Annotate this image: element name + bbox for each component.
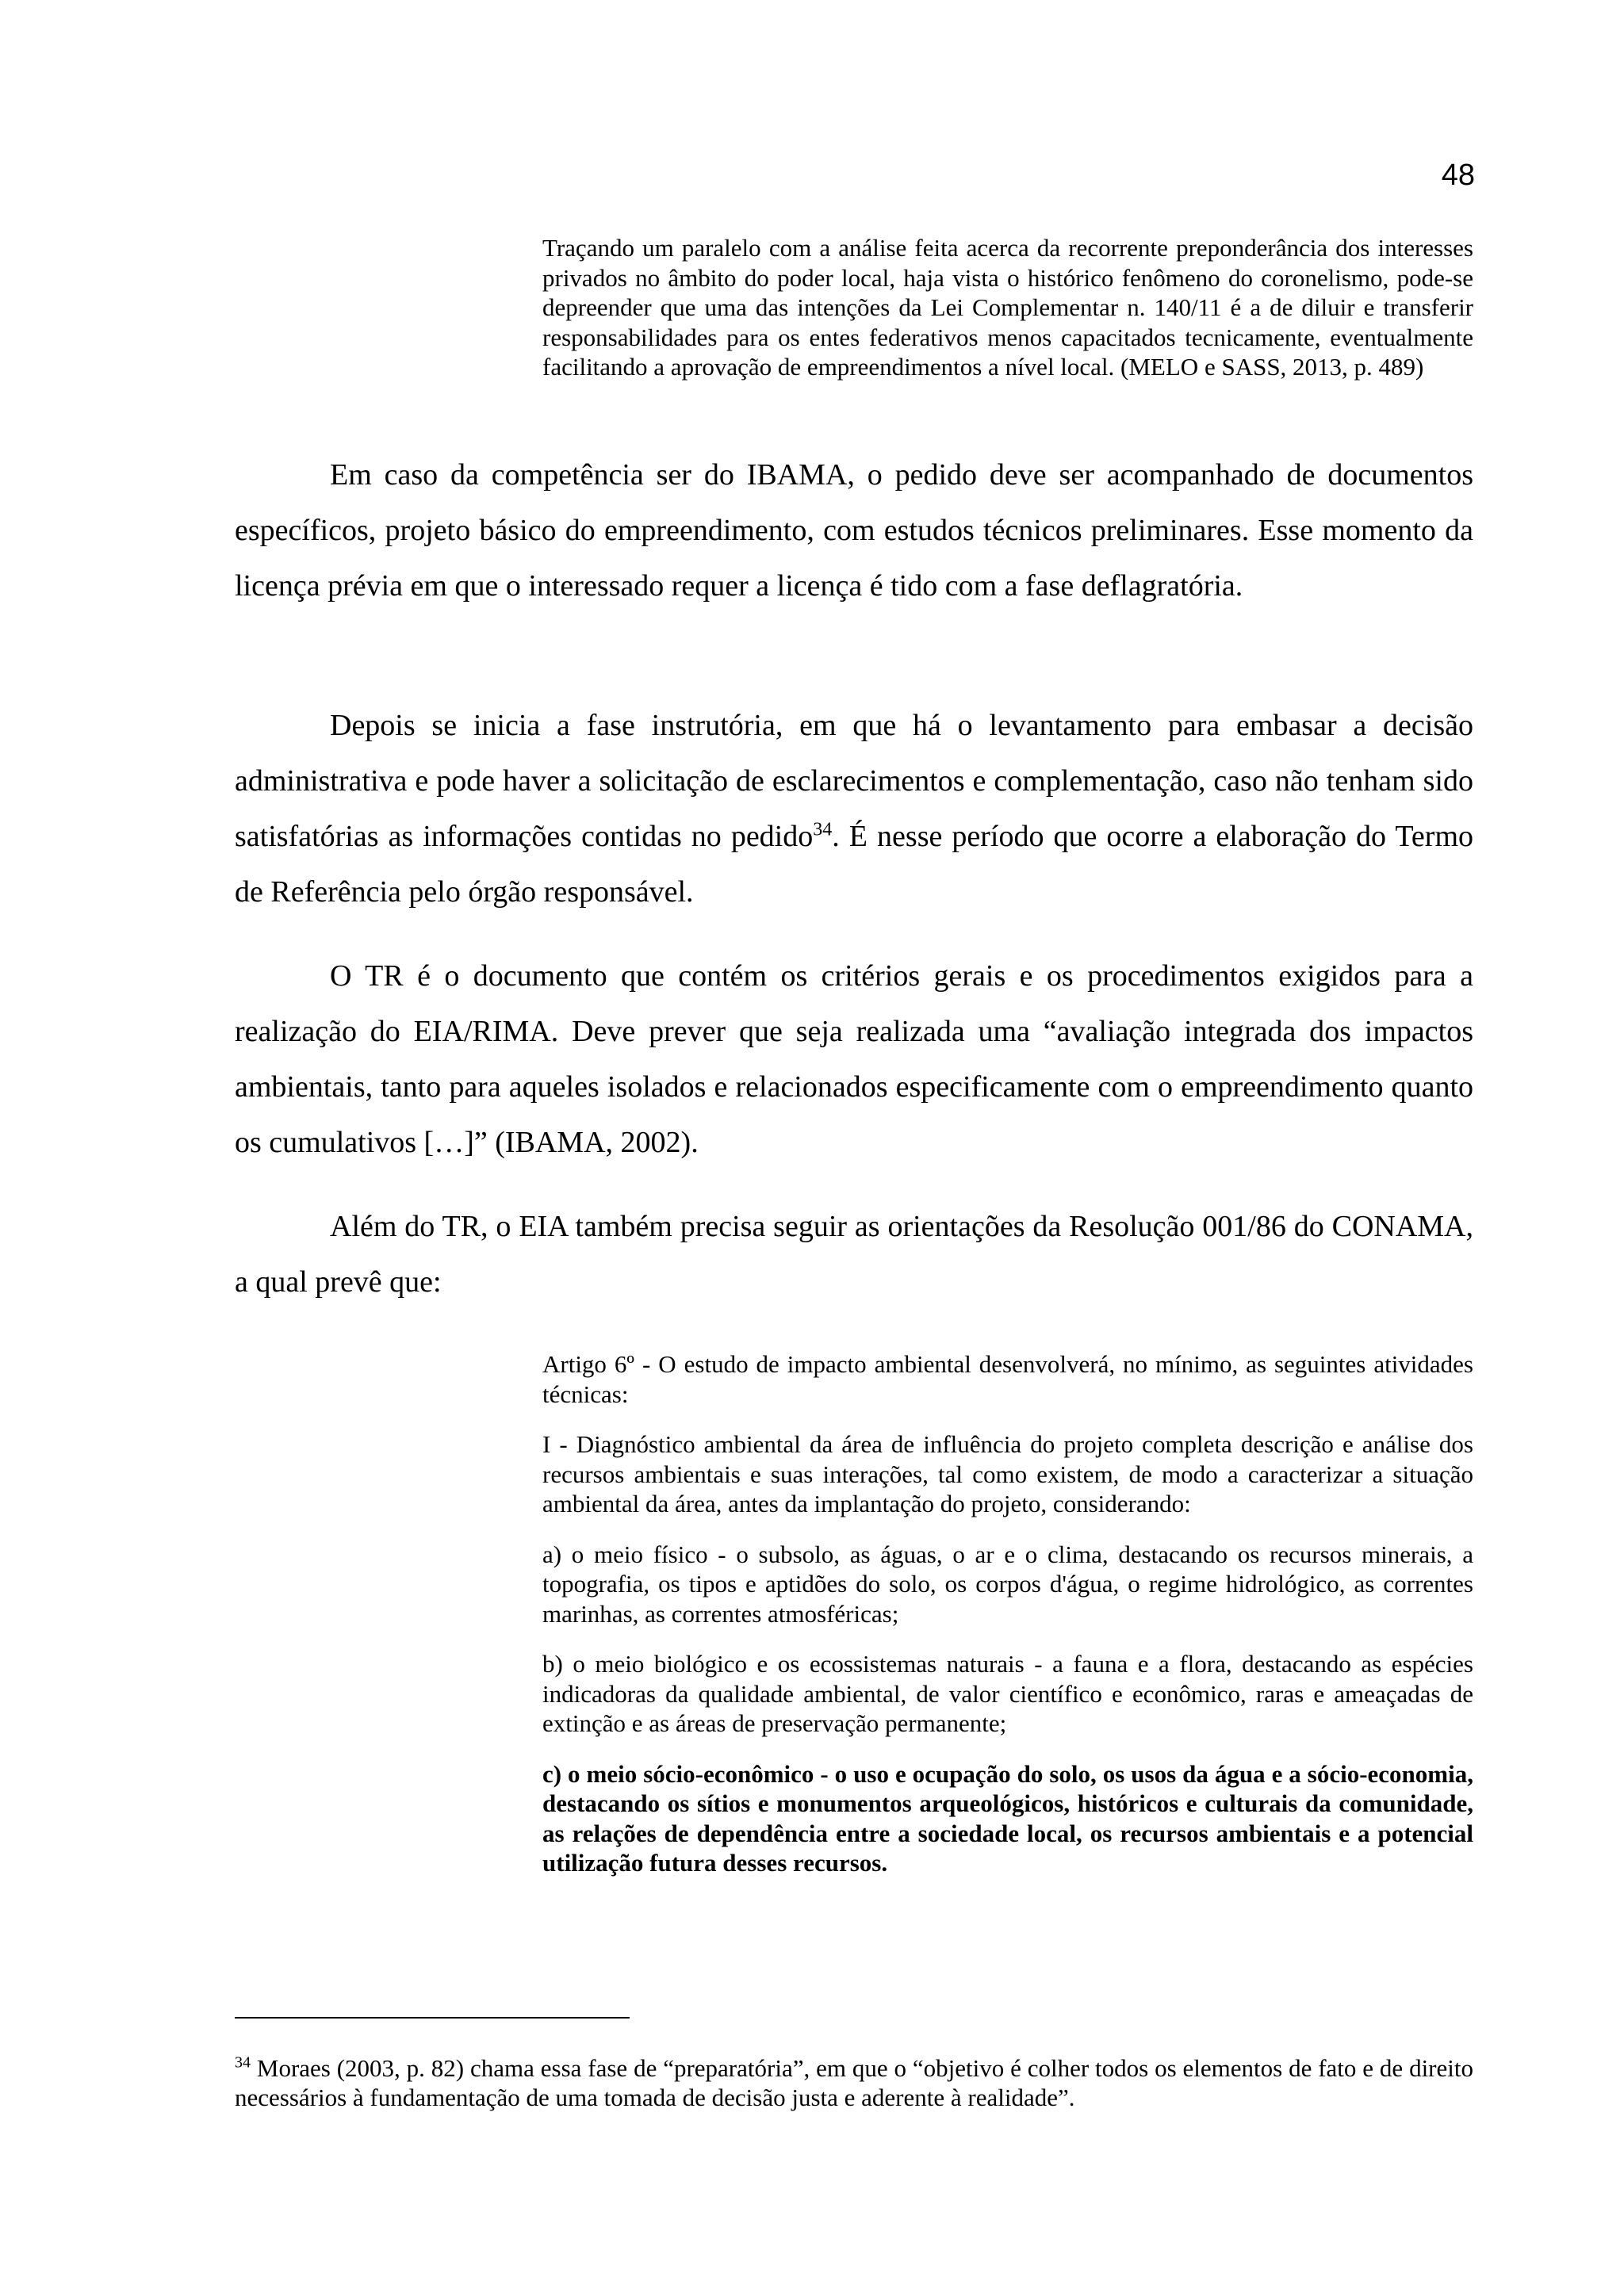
block-quote-conama-artigo-6: [542, 1349, 1473, 1899]
block-quote-text: Traçando um paralelo com a análise feita acerca da recorrente preponderância dos interesses privados no âmbito do poder local, haja vista o histórico fenômeno do coronelismo, pode-se depreender que uma das intenções da Lei Complementar n. 140/11 é a de diluir e transferir responsabilidades para os entes federativos menos capacitados tecnicamente, eventualmente facilitando a aprovação de empreendimentos a nível local. (MELO e SASS, 2013, p. 489): [542, 234, 1473, 381]
quote-item-i: I - Diagnóstico ambiental da área de influência do projeto completa descrição e análise dos recursos ambientais e suas interações, tal como existem, de modo a caracterizar a situação ambiental da área, antes da implantação do projeto, considerando:: [542, 1430, 1473, 1517]
body-paragraph-fase-instrutoria: [235, 698, 1473, 920]
footnote-separator: [235, 2017, 630, 2019]
paragraph-text: O TR é o documento que contém os critérios gerais e os procedimentos exigidos para a realização do EIA/RIMA. Deve prever que seja realizada uma “avaliação integrada dos impactos ambientais, tanto para aqueles isolados e relacionados especificamente com o empreendimento quanto os cumulativos […]” (IBAMA, 2002).: [235, 959, 1473, 1159]
footnote-34: [235, 2053, 1473, 2112]
block-quote-melo-sass: [542, 233, 1473, 382]
body-paragraph-ibama: [235, 447, 1473, 614]
footnote-number: 34: [235, 2053, 251, 2072]
paragraph-text-after-ref: . É nesse período que ocorre a elaboração do Termo de Referência pelo órgão responsável.: [235, 820, 1473, 909]
quote-item-a: a) o meio físico - o subsolo, as águas, o ar e o clima, destacando os recursos minerais, a topografia, os tipos e aptidões do solo, os corpos d'água, o regime hidrológico, as correntes marinhas, as correntes atmosféricas;: [542, 1540, 1473, 1628]
page-number: 48: [1441, 159, 1475, 192]
body-paragraph-tr: [235, 948, 1473, 1170]
quote-artigo: Artigo 6º - O estudo de impacto ambiental desenvolverá, no mínimo, as seguintes atividades técnicas:: [542, 1350, 1473, 1408]
paragraph-text: [235, 698, 1473, 920]
paragraph-text-before-ref: Depois se inicia a fase instrutória, em que há o levantamento para embasar a decisão administrativa e pode haver a solicitação de esclarecimentos e complementação, caso não tenham sido satisfatórias as informações contidas no pedido: [235, 709, 1473, 853]
paragraph-text: Além do TR, o EIA também precisa seguir as orientações da Resolução 001/86 do CONAMA, a qual prevê que:: [235, 1210, 1473, 1299]
quote-item-c-bold: c) o meio sócio-econômico - o uso e ocupação do solo, os usos da água e a sócio-economia, destacando os sítios e monumentos arqueológicos, históricos e culturais da comunidade, as relações de dependência entre a sociedade local, os recursos ambientais e a potencial utilização futura desses recursos.: [542, 1759, 1473, 1877]
paragraph-text: Em caso da competência ser do IBAMA, o pedido deve ser acompanhado de documentos específicos, projeto básico do empreendimento, com estudos técnicos preliminares. Esse momento da licença prévia em que o interessado requer a licença é tido com a fase deflagratória.: [235, 458, 1473, 603]
footnote-text: Moraes (2003, p. 82) chama essa fase de “preparatória”, em que o “objetivo é colher todos os elementos de fato e de direito necessários à fundamentação de uma tomada de decisão justa e aderente à realidade”.: [235, 2054, 1473, 2111]
body-paragraph-conama: [235, 1199, 1473, 1310]
footnote-reference[interactable]: 34: [813, 819, 833, 840]
quote-item-b: b) o meio biológico e os ecossistemas naturais - a fauna e a flora, destacando as espécies indicadoras da qualidade ambiental, de valor científico e econômico, raras e ameaçadas de extinção e as áreas de preservação permanente;: [542, 1650, 1473, 1737]
